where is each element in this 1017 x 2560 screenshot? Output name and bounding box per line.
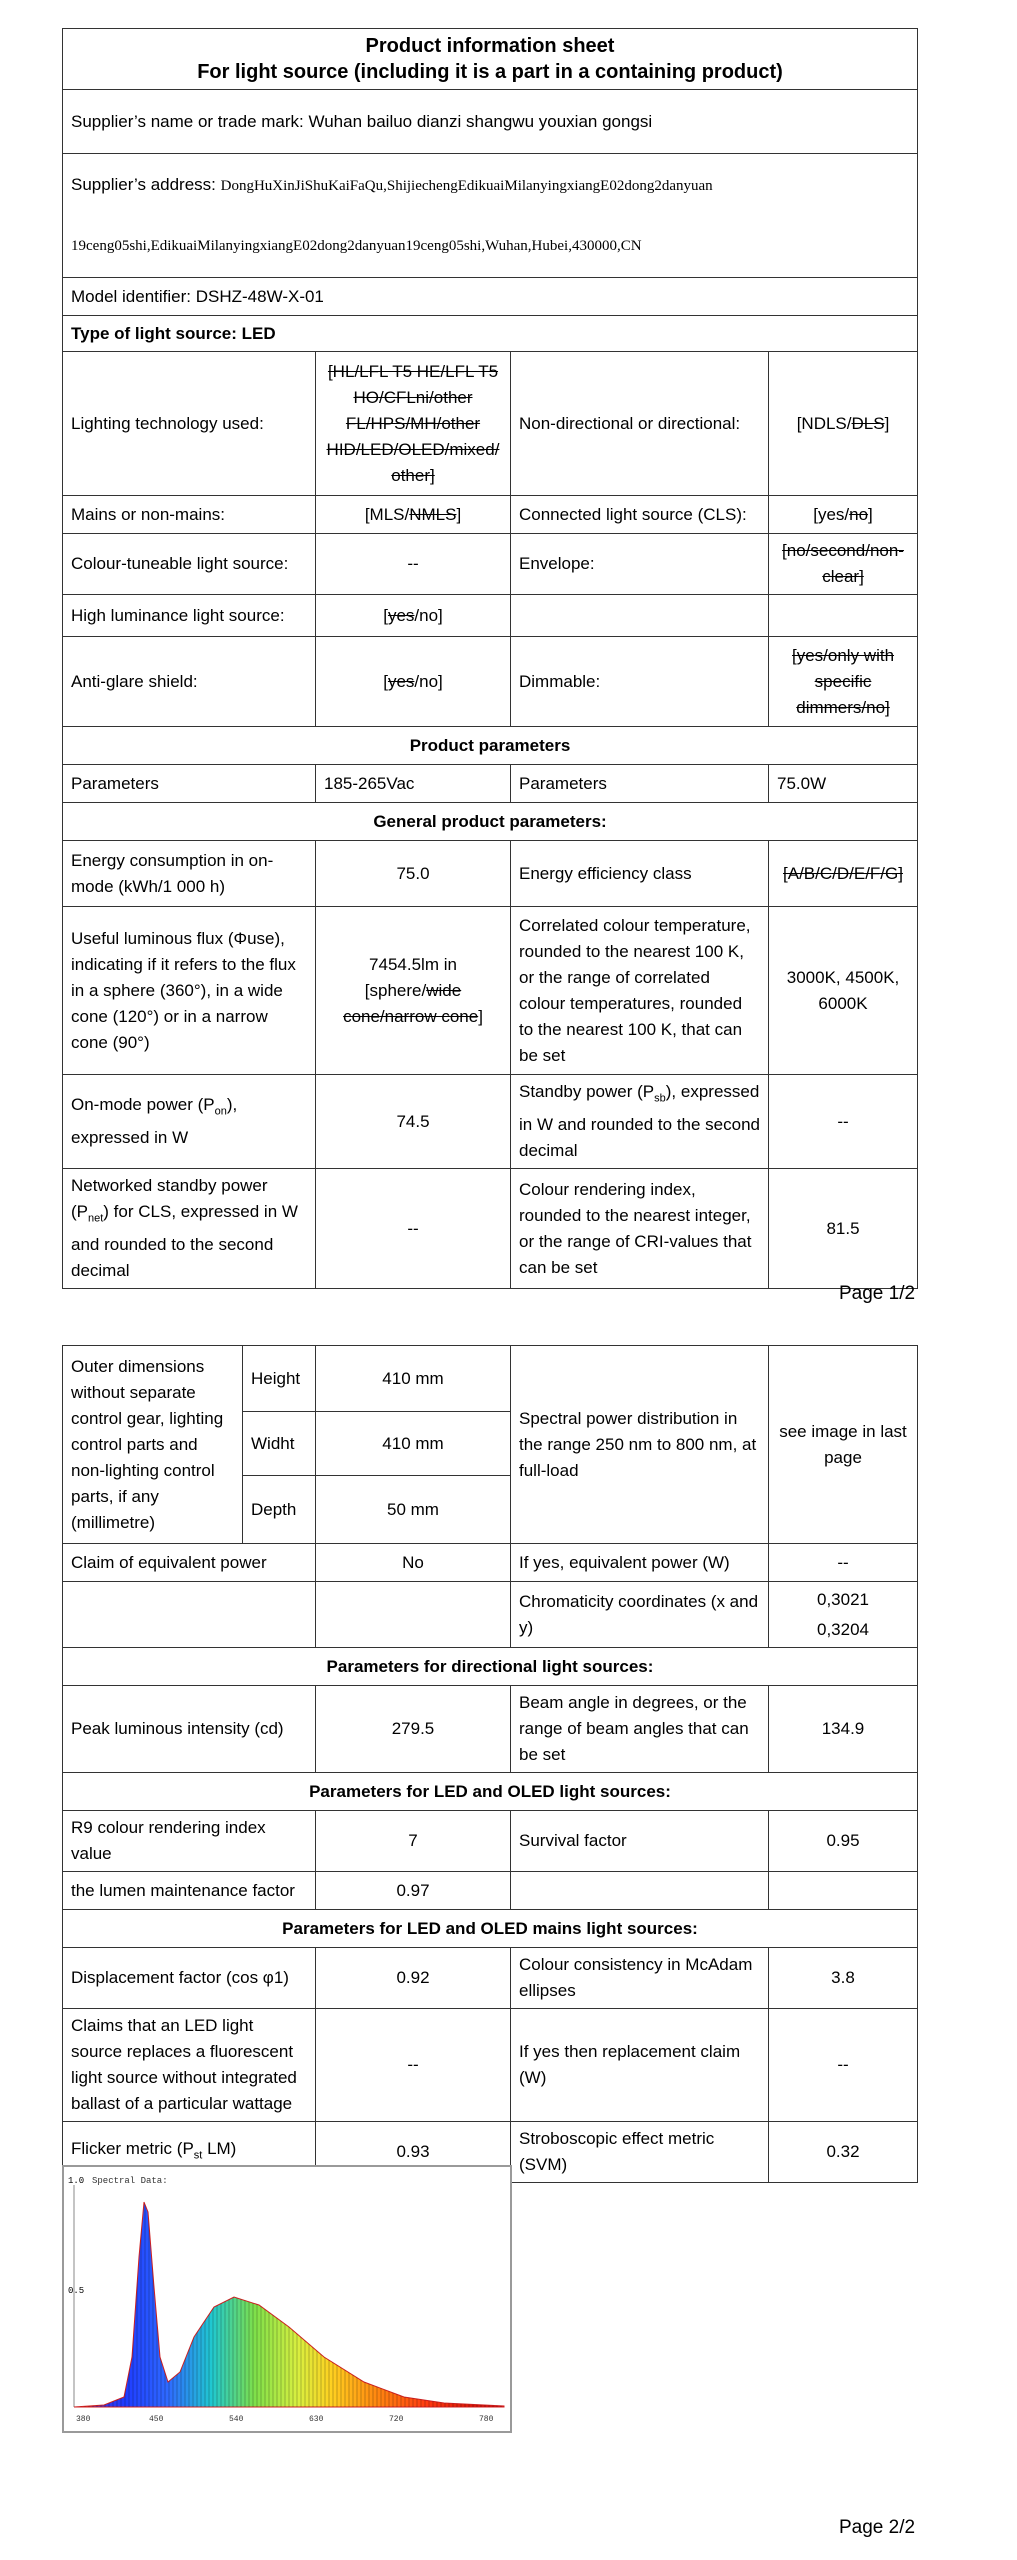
empty-cell (511, 1872, 769, 1910)
cri-value: 81.5 (769, 1169, 918, 1289)
spectrum-x-tick: 540 (229, 2415, 244, 2424)
supplier-address: Supplier’s address: DongHuXinJiShuKaiFaQu,ShijiechengEdikuaiMilanyingxiangE02dong2danyuan 19ceng05shi,EdikuaiMilanyingxiangE02dong2danyuan19ceng05shi,Wuhan,Hubei,430000,CN (63, 154, 918, 278)
equivalent-power-label: Claim of equivalent power (63, 1544, 316, 1582)
directional-params-heading: Parameters for directional light sources: (63, 1648, 918, 1686)
claims-label: Claims that an LED light source replaces a fluorescent light source without integrated ballast of a particular wattage (63, 2009, 316, 2122)
peak-intensity-value: 279.5 (316, 1686, 511, 1773)
displacement-label: Displacement factor (cos φ1) (63, 1948, 316, 2009)
mcadam-value: 3.8 (769, 1948, 918, 2009)
spectrum-x-tick: 450 (149, 2415, 164, 2424)
beam-angle-value: 134.9 (769, 1686, 918, 1773)
page2-table (62, 1345, 918, 2183)
cls-value: [yes/no] (769, 496, 918, 534)
empty-cell (316, 1582, 511, 1648)
replacement-value: -- (769, 2009, 918, 2122)
depth-label: Depth (243, 1476, 316, 1544)
net-standby-value: -- (316, 1169, 511, 1289)
energy-value: 75.0 (316, 841, 511, 907)
envelope-value: [no/second/non-clear] (769, 534, 918, 595)
beam-angle-label: Beam angle in degrees, or the range of beam angles that can be set (511, 1686, 769, 1773)
title-line-1: Product information sheet (365, 35, 615, 57)
r9-value: 7 (316, 1811, 511, 1872)
spectrum-y-top: 1.0 (68, 2176, 85, 2186)
depth-value: 50 mm (316, 1476, 511, 1544)
tuneable-value: -- (316, 534, 511, 595)
directional-value: [NDLS/DLS] (769, 352, 918, 496)
directional-label: Non-directional or directional: (511, 352, 769, 496)
height-value: 410 mm (316, 1346, 511, 1412)
empty-cell (769, 595, 918, 637)
spd-label: Spectral power distribution in the range 250 nm to 800 nm, at full-load (511, 1346, 769, 1544)
page1-table (62, 28, 918, 1289)
param-label: Parameters (63, 765, 316, 803)
claims-value: -- (316, 2009, 511, 2122)
tuneable-label: Colour-tuneable light source: (63, 534, 316, 595)
cct-label: Correlated colour temperature, rounded to the nearest 100 K, or the range of correlated colour temperatures, rounded to the nearest 100 K, that can be set (511, 907, 769, 1075)
displacement-value: 0.92 (316, 1948, 511, 2009)
cri-label: Colour rendering index, rounded to the nearest integer, or the range of CRI-values that can be set (511, 1169, 769, 1289)
svm-value: 0.32 (769, 2122, 918, 2183)
chromaticity-value: 0,3021 0,3204 (769, 1582, 918, 1648)
eec-label: Energy efficiency class (511, 841, 769, 907)
spd-value: see image in last page (769, 1346, 918, 1544)
equivalent-w-value: -- (769, 1544, 918, 1582)
flux-label: Useful luminous flux (Φuse), indicating if it refers to the flux in a sphere (360°), in a wide cone (120°) or in a narrow cone (90°) (63, 907, 316, 1075)
standby-label: Standby power $(P_{sb})$, expressed in W and rounded to the second decimal (511, 1075, 769, 1169)
envelope-label: Envelope: (511, 534, 769, 595)
title-line-2: For light source (including it is a part in a containing product) (197, 61, 783, 83)
mains-label: Mains or non-mains: (63, 496, 316, 534)
page1-sheet (62, 28, 917, 1289)
peak-intensity-label: Peak luminous intensity (cd) (63, 1686, 316, 1773)
mains-value: [MLS/NMLS] (316, 496, 511, 534)
page2-sheet (62, 1345, 917, 2183)
survival-label: Survival factor (511, 1811, 769, 1872)
general-params-heading: General product parameters: (63, 803, 918, 841)
eec-value: [A/B/C/D/E/F/G] (769, 841, 918, 907)
supplier-name: Supplier’s name or trade mark: Wuhan bailuo dianzi shangwu youxian gongsi (63, 90, 918, 154)
flicker-value: 0.93 (316, 2122, 511, 2183)
param-label: Parameters (511, 765, 769, 803)
spectrum-x-tick: 720 (389, 2415, 404, 2424)
lighting-tech-label: Lighting technology used: (63, 352, 316, 496)
width-value: 410 mm (316, 1412, 511, 1476)
equivalent-power-value: No (316, 1544, 511, 1582)
lighting-tech-value: [HL/LFL T5 HE/LFL T5 HO/CFLni/other FL/HPS/MH/other HID/LED/OLED/mixed/ other] (316, 352, 511, 496)
antiglare-value: [yes/no] (316, 637, 511, 727)
product-params-heading: Product parameters (63, 727, 918, 765)
width-label: Widht (243, 1412, 316, 1476)
led-mains-params-heading: Parameters for LED and OLED mains light sources: (63, 1910, 918, 1948)
page-number-1: Page 1/2 (839, 1283, 916, 1304)
r9-label: R9 colour rendering index value (63, 1811, 316, 1872)
empty-cell (63, 1582, 316, 1648)
model-identifier: Model identifier: DSHZ-48W-X-01 (63, 278, 918, 316)
survival-value: 0.95 (769, 1811, 918, 1872)
cls-label: Connected light source (CLS): (511, 496, 769, 534)
chromaticity-label: Chromaticity coordinates (x and y) (511, 1582, 769, 1648)
net-standby-label: Networked standby power $(P_{net})$ for CLS, expressed in W and rounded to the second decimal (63, 1169, 316, 1289)
replacement-label: If yes then replacement claim (W) (511, 2009, 769, 2122)
spectrum-header: Spectral Data: (92, 2176, 168, 2186)
on-power-label: On-mode power $(P_{on})$, expressed in W (63, 1075, 316, 1169)
standby-value: -- (769, 1075, 918, 1169)
param-value: 75.0W (769, 765, 918, 803)
spectrum-svg (64, 2167, 510, 2431)
dimensions-label: Outer dimensions without separate control gear, lighting control parts and non-lighting control parts, if any (millimetre) (63, 1346, 243, 1544)
dimmable-value: [yes/only with specific dimmers/no] (769, 637, 918, 727)
cct-value: 3000K, 4500K, 6000K (769, 907, 918, 1075)
spectrum-x-tick: 780 (479, 2415, 494, 2424)
light-source-type: Type of light source: LED (63, 316, 918, 352)
spectrum-y-mid: 0.5 (68, 2286, 85, 2296)
spectrum-x-tick: 630 (309, 2415, 324, 2424)
high-luminance-label: High luminance light source: (63, 595, 316, 637)
lumen-maintenance-value: 0.97 (316, 1872, 511, 1910)
equivalent-w-label: If yes, equivalent power (W) (511, 1544, 769, 1582)
antiglare-label: Anti-glare shield: (63, 637, 316, 727)
mcadam-label: Colour consistency in McAdam ellipses (511, 1948, 769, 2009)
svm-label: Stroboscopic effect metric (SVM) (511, 2122, 769, 2183)
spectral-distribution-image (62, 2165, 512, 2433)
led-params-heading: Parameters for LED and OLED light sources: (63, 1773, 918, 1811)
page-number-2: Page 2/2 (839, 2517, 916, 2538)
energy-label: Energy consumption in on-mode (kWh/1 000 h) (63, 841, 316, 907)
spectrum-x-tick: 380 (76, 2415, 91, 2424)
flux-value: 7454.5lm in [sphere/wide cone/narrow cone] (316, 907, 511, 1075)
flicker-label: Flicker metric ($P_{st}$ LM) (63, 2122, 316, 2183)
empty-cell (511, 595, 769, 637)
height-label: Height (243, 1346, 316, 1412)
lumen-maintenance-label: the lumen maintenance factor (63, 1872, 316, 1910)
empty-cell (769, 1872, 918, 1910)
dimmable-label: Dimmable: (511, 637, 769, 727)
on-power-value: 74.5 (316, 1075, 511, 1169)
sheet-title (63, 29, 918, 90)
high-luminance-value: [yes/no] (316, 595, 511, 637)
param-value: 185-265Vac (316, 765, 511, 803)
